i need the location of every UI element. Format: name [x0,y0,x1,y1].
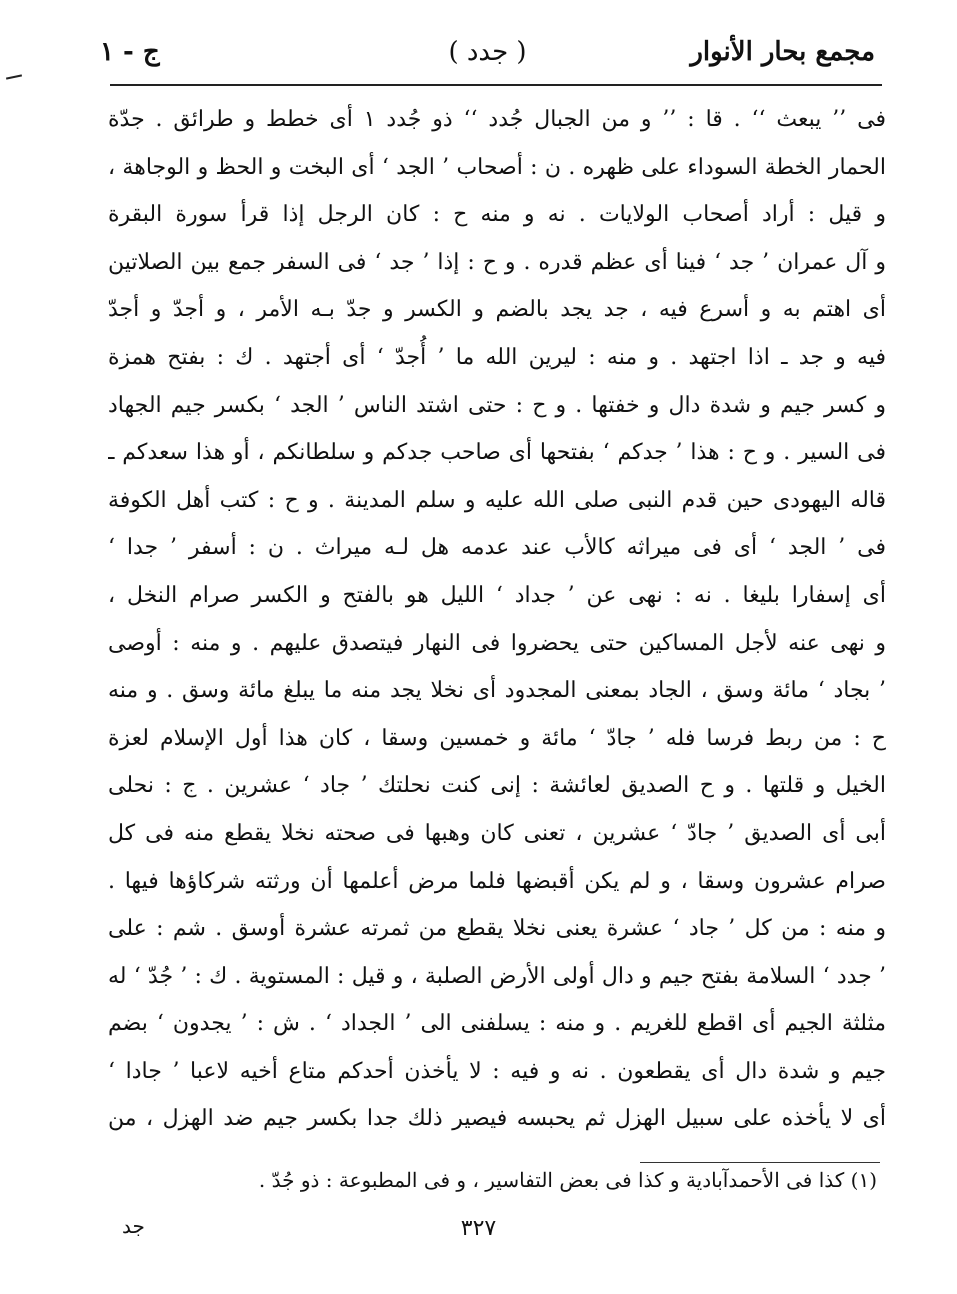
text-line: و قيل : أراد أصحاب الولايات . نه و منه ح : كان الرجل إذا قرأ سورة البقرة [108,202,886,228]
header-rule [110,84,882,86]
text-line: فيه و جد ـ اذا اجتهد . و منه : ليرين الله ما ’ أُجدّ ‘ أى أجتهد . ك : بفتح همزة [108,344,886,370]
text-line: أبى أى الصديق ’ جادّ ‘ عشرين ، تعنى كان وهبها فى صحته نخلا يقطع منه فى كل [108,820,886,846]
text-line: مثلثة الجيم أى اقطع للغريم . و منه : يسلفنى الى ’ الجداد ‘ . ش : ’ يجدون ‘ بضم [108,1011,886,1037]
text-line: صرام عشرون وسقا ، و لم يكن أقبضها فلما مرض أعلمها أن ورثته شركاؤها فيها . [108,868,886,894]
text-line: فى ’ الجد ‘ أى فى ميراثه كالأب عند عدمه هل لـه ميراث . ن : أسفر ’ جدا ‘ [108,535,886,561]
text-line: و نهى عنه لأجل المساكين حتى يحضروا فى النهار فيتصدق عليهم . و منه : أوصى [108,630,886,656]
running-header [100,28,875,76]
text-line: جيم و شدة دال أى يقطعون . نه و فيه : لا يأخذن أحدكم متاع أخيه لاعبا ’ جادا ‘ [108,1058,886,1084]
book-title: مجمع بحار الأنوار [690,37,875,67]
text-line: قاله اليهودى حين قدم النبى صلى الله عليه و سلم المدينة . و ح : كتب أهل الكوفة [108,487,886,513]
page-number: ٣٢٧ [460,1216,497,1241]
text-line: ’ جدد ‘ السلامة بفتح جيم و دال أولى الأرض الصلبة ، و قيل : المستوية . ك : ’ جُدّ ‘ له [108,963,886,989]
text-line: الحمار الخطة السوداء على ظهره . ن : أصحاب ’ الجد ‘ أى البخت و الحظ و الوجاهة ، [108,154,886,180]
body-text [108,96,886,1143]
volume-number: ج - ١ [100,37,160,67]
text-line: ’ بجاد ‘ مائة وسق ، الجاد بمعنى المجدود أى نخلا يجد منه ما يبلغ مائة وسق . و منه [108,678,886,704]
text-line: و كسر جيم و شدة دال و خفتها . و ح : حتى اشتد الناس ’ الجد ‘ بكسر جيم الجهاد [108,392,886,418]
catchword: جد [122,1214,145,1238]
text-line: أى لا يأخذه على سبيل الهزل ثم يحبسه فيصير ذلك جدا بكسر جيم ضد الهزل ، من [108,1106,886,1132]
text-line: الخيل و قلتها . و ح الصديق لعائشة : إنى كنت نحلتك ’ جاد ‘ عشرين . ج : نحلى [108,773,886,799]
text-line: و منه : من كل ’ جاد ‘ عشرة يعنى نخلا يقطع من ثمرته عشرة أوسق . شم : على [108,916,886,942]
text-line: ح : من ربط فرسا فله ’ جادّ ‘ مائة و خمسين وسقا ، كان هذا أول الإسلام لعزة [108,725,886,751]
root-word: ( جدد ) [448,37,527,67]
text-line: أى اهتم به و أسرع فيه ، جد يجد بالضم و الكسر و جدّ بـه الأمر ، و أجدّ و أجدّ [108,297,886,323]
margin-mark [6,74,22,79]
footnote: (١) كذا فى الأحمدآبادية و كذا فى بعض التفاسير ، و فى المطبوعة : ذو جُدّ . [258,1168,877,1192]
text-line: و آل عمران ’ جد ‘ فينا أى عظم قدره . و ح : إذا ’ جد ‘ فى السفر جمع بين الصلاتين [108,249,886,275]
text-line: فى ’’ يبعث ‘‘ . قا : ’’ و من الجبال جُدد ‘‘ ذو جُدد ١ أى خطط و طرائق . جدّة [108,107,886,132]
text-line: فى السير . و ح : هذا ’ جدكم ‘ بفتحها أى صاحب جدكم و سلطانكم ، أو هذا سعدكم ـ [108,440,886,466]
text-line: أى إسفارا بليغا . نه : نهى عن ’ جداد ‘ الليل هو بالفتح و الكسر صرام النخل ، [108,582,886,608]
